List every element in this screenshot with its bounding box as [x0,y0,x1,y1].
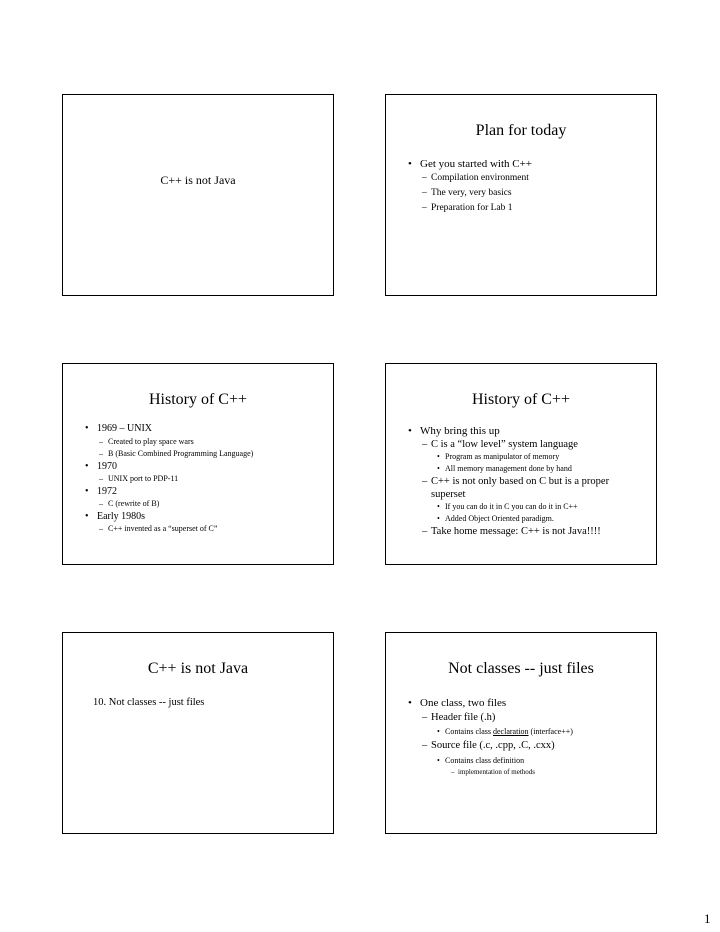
sub-sub-bullet: • All memory management done by hand [386,463,656,475]
declaration-suffix: (interface++) [528,727,573,736]
bullet: • One class, two files [386,696,656,710]
bullet: • 1969 – UNIX [63,423,333,436]
slide-1 [62,94,334,296]
slide-5-title: C++ is not Java [147,660,249,677]
sub-bullet: – Take home message: C++ is not Java!!!! [386,525,656,538]
slide-6 [385,632,657,834]
slide-5 [62,632,334,834]
sub-bullet: – Preparation for Lab 1 [386,201,656,216]
slide-5-body [63,696,333,710]
declaration-underlined: declaration [493,727,529,736]
sub-bullet: – C++ is not only based on C but is a proper [386,475,656,488]
bullet: • Get you started with C++ [386,157,656,171]
sub-bullet: – UNIX port to PDP-11 [63,473,333,486]
sub-bullet: – B (Basic Combined Programming Language) [63,448,333,461]
sub-sub-bullet [386,725,656,738]
slide-6-title: Not classes -- just files [448,660,594,677]
bullet: • 1972 [63,486,333,499]
slide-2 [385,94,657,296]
body-line: 10. Not classes -- just files [93,697,205,708]
sub-bullet: – C is a “low level” system language [386,438,656,451]
sub-bullet-continuation: superset [431,489,466,500]
slide-4-title: History of C++ [471,391,571,408]
slide-4-body [386,424,656,538]
page-number: 1 [704,911,711,926]
slide-3-body [63,423,333,536]
sub-sub-bullet: • If you can do it in C you can do it in C++ [386,501,656,513]
slide-3-title: History of C++ [148,391,248,408]
slide-2-title: Plan for today [475,122,567,139]
sub-bullet: – Source file (.c, .cpp, .C, .cxx) [386,738,656,754]
sub-bullet: – The very, very basics [386,186,656,201]
slide-6-body [386,696,656,778]
sub-bullet: – C (rewrite of B) [63,498,333,511]
sub-bullet: – Compilation environment [386,171,656,186]
sub-sub-bullet: • Program as manipulator of memory [386,451,656,463]
sub-bullet: – Created to play space wars [63,436,333,449]
sub-bullet: – C++ invented as a “superset of C” [63,523,333,536]
slide-2-body [386,157,656,216]
bullet: • 1970 [63,461,333,474]
sub-sub-bullet: • Contains class definition [386,754,656,767]
bullet: • Why bring this up [386,424,656,438]
bullet: • Early 1980s [63,511,333,524]
declaration-prefix: Contains class [445,727,493,736]
slide-1-text: C++ is not Java [160,173,236,187]
slide-4 [385,363,657,565]
sub-bullet: – Header file (.h) [386,710,656,725]
sub-sub-bullet: • Added Object Oriented paradigm. [386,513,656,525]
sub-sub-sub-bullet: – implementation of methods [386,767,656,778]
slide-3 [62,363,334,565]
